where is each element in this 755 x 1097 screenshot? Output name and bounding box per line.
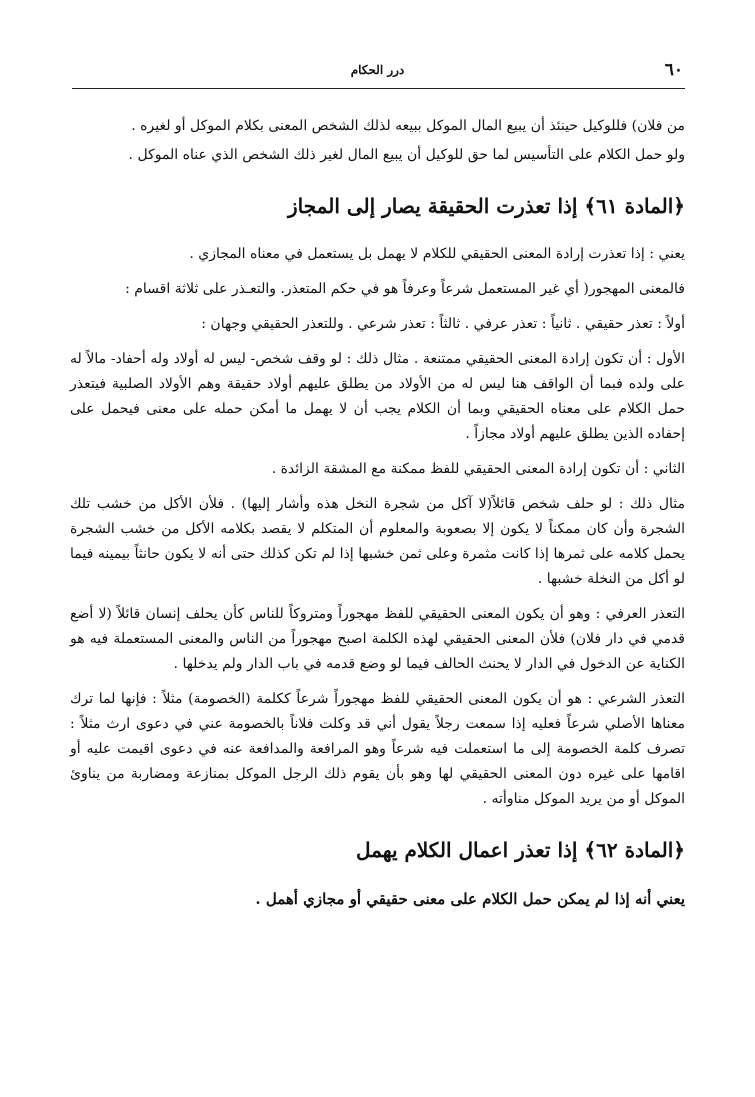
paragraph: الأول : أن تكون إرادة المعنى الحقيقي ممتنعة . مثال ذلك : لو وقف شخص- ليس له أولاد وله أحفاد- مالاً له على ولده فبما أن الواقف هنا ليس له من الأولاد من يطلق عليهم أولاد حقيقة وهم الأولاد الصلبية فيتعذر حمل الكلام على معناه الحقيقي وبما أن الكلام يجب أن لا يهمل ما أمكن حمله على معنى فيحمل على إحفاده الذين يطلق عليهم أولاد مجازاً . [70, 351, 685, 442]
paragraph: ولو حمل الكلام على التأسيس لما حق للوكيل أن يبيع المال لغير ذلك الشخص الذي عناه الموكل . [128, 147, 685, 163]
paragraph: يعني : إذا تعذرت إرادة المعنى الحقيقي للكلام لا يهمل بل يستعمل في معناه المجازي . [189, 246, 685, 262]
paragraph: من فلان) فللوكيل حينئذ أن يبيع المال الموكل ببيعه لذلك الشخص المعنى بكلام الموكل أو لغيره . [131, 118, 685, 134]
running-title: درر الحكام [350, 63, 405, 77]
running-header [72, 58, 683, 82]
article-61-heading: ﴿المادة ٦١﴾ إذا تعذرت الحقيقة يصار إلى المجاز [288, 194, 685, 218]
paragraph: مثال ذلك : لو حلف شخص قائلاً(لا آكل من شجرة النخل هذه وأشار إليها) . فلأن الأكل من خشب تلك الشجرة وأن كان ممكناً لا يكون إلا بصعوبة والمعلوم أن المتكلم لا يقصد بكلامه الأكل من خشب الشجرة يحمل كلامه على ثمرها إذا كانت مثمرة وعلى ثمن خشبها إذا لم تكن كذلك حتى أنه لا يكون حانثاً بيمينه فيما لو أكل من النخلة خشبها . [70, 496, 685, 587]
paragraph: التعذر الشرعي : هو أن يكون المعنى الحقيقي للفظ مهجوراً شرعاً ككلمة (الخصومة) مثلاً : فإنها لما ترك معناها الأصلي شرعاً فعليه إذا سمعت رجلاً يقول أني قد وكلت فلاناً بالخصومة عني في دعوى ارث مثلاً : تصرف كلمة الخصومة إلى ما استعملت فيه شرعاً وهو المرافعة والمدافعة عنه في دعوى اقيمت عليه أو اقامها على غيره دون المعنى الحقيقي لها وهو بأن يقوم ذلك الرجل الموكل بمنازعة ومضاربة من يناوئ الموكل أو من يريد الموكل مناوأته . [70, 691, 685, 807]
header-rule [72, 88, 685, 89]
paragraph: فالمعنى المهجور( أي غير المستعمل شرعاً وعرفاً هو في حكم المتعذر. والتعـذر على ثلاثة اقسام : [125, 281, 685, 297]
paragraph: التعذر العرفي : وهو أن يكون المعنى الحقيقي للفظ مهجوراً ومتروكاً للناس كأن يحلف إنسان قائلاً (لا أضع قدمي في دار فلان) فلأن المعنى الحقيقي لهذه الكلمة اصبح مهجوراً من الناس والمعنى المستعملة فيه هو الكناية عن الدخول في الدار لا يحنث الحالف فيما لو وضع قدمه في باب الدار ولم يدخلها . [70, 606, 685, 672]
paragraph: يعني أنه إذا لم يمكن حمل الكلام على معنى حقيقي أو مجازي أهمل . [255, 890, 685, 908]
article-62-heading: ﴿المادة ٦٢﴾ إذا تعذر اعمال الكلام يهمل [356, 838, 685, 862]
paragraph: الثاني : أن تكون إرادة المعنى الحقيقي للفظ ممكنة مع المشقة الزائدة . [271, 461, 685, 477]
page-number: ٦٠ [664, 60, 683, 80]
paragraph: أولاً : تعذر حقيقي . ثانياً : تعذر عرفي . ثالثاً : تعذر شرعي . وللتعذر الحقيقي وجهان : [201, 316, 685, 332]
page-body [70, 114, 685, 922]
